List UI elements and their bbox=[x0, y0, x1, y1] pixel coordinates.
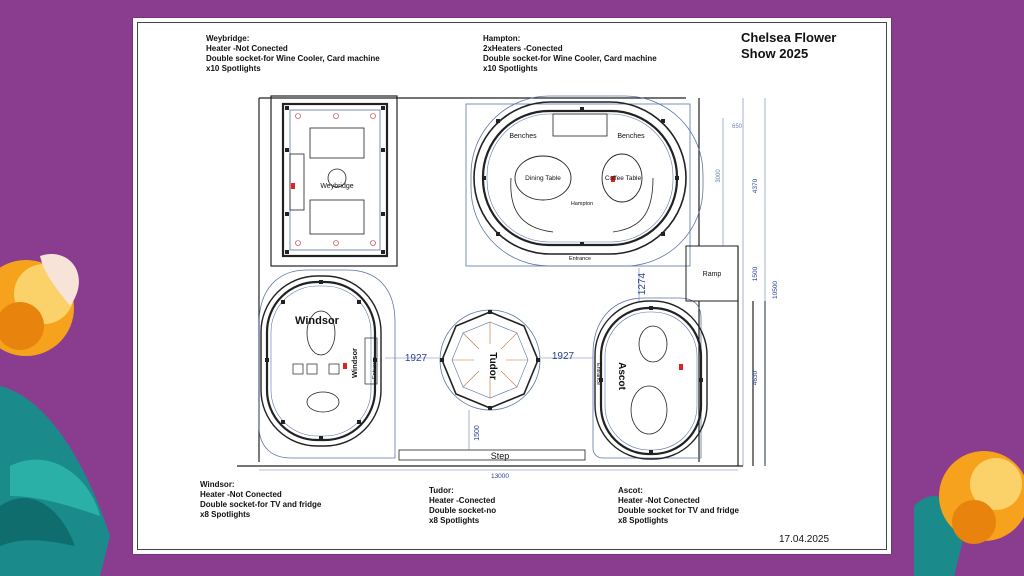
label-entrance-hampton: Entrance bbox=[568, 256, 592, 262]
note-line: x10 Spotlights bbox=[206, 64, 261, 73]
note-line: Double socket-no bbox=[429, 506, 497, 515]
flower-decoration-right bbox=[914, 426, 1024, 576]
label-entrance-ascot: Entrance bbox=[595, 362, 601, 386]
note-line: Double socket-for Wine Cooler, Card machine bbox=[206, 54, 380, 63]
label-step: Step bbox=[490, 451, 510, 461]
note-line: Ascot: bbox=[618, 486, 643, 495]
room-ascot bbox=[593, 298, 707, 459]
note-line: x8 Spotlights bbox=[200, 510, 251, 519]
dim-1500-right: 1500 bbox=[752, 266, 759, 282]
note-line: Tudor: bbox=[429, 486, 454, 495]
note-line: Heater -Conected bbox=[429, 496, 496, 505]
dim-4630: 4630 bbox=[752, 370, 759, 386]
note-line: Heater -Not Conected bbox=[206, 44, 288, 53]
ramp bbox=[686, 246, 738, 301]
room-windsor bbox=[259, 270, 395, 458]
note-line: Double socket for TV and fridge bbox=[618, 506, 739, 515]
room-tudor bbox=[440, 310, 540, 410]
dim-1927-left: 1927 bbox=[404, 353, 428, 364]
title-line-1: Chelsea Flower bbox=[741, 30, 837, 45]
room-weybridge bbox=[283, 104, 387, 256]
title-line-2: Show 2025 bbox=[741, 46, 809, 61]
note-line: x8 Spotlights bbox=[429, 516, 480, 525]
floor-plan-sheet bbox=[133, 18, 891, 554]
label-coffee-table: Coffee Table bbox=[604, 175, 642, 182]
room-hampton bbox=[466, 96, 703, 266]
note-line: 2xHeaters -Conected bbox=[483, 44, 563, 53]
room-label-tudor: Tudor bbox=[487, 352, 498, 380]
room-label-windsor-side: Windsor bbox=[350, 348, 359, 378]
note-line: Double socket-for TV and fridge bbox=[200, 500, 322, 509]
room-label-hampton: Hampton bbox=[570, 201, 594, 207]
drawing-date: 17.04.2025 bbox=[779, 534, 830, 545]
dim-650: 650 bbox=[731, 124, 743, 130]
room-label-windsor: Windsor bbox=[295, 315, 339, 327]
dim-1927-right: 1927 bbox=[551, 351, 575, 362]
floor-plan bbox=[133, 18, 891, 554]
note-line: Heater -Not Conected bbox=[618, 496, 700, 505]
label-benches-right: Benches bbox=[617, 133, 645, 140]
note-line: Heater -Not Conected bbox=[200, 490, 282, 499]
step bbox=[399, 450, 585, 461]
room-label-weybridge: Weybridge bbox=[320, 183, 354, 190]
dim-4370: 4370 bbox=[752, 178, 759, 194]
note-line: x10 Spotlights bbox=[483, 64, 538, 73]
dim-3000: 3000 bbox=[716, 169, 722, 183]
note-line: Hampton: bbox=[483, 34, 521, 43]
label-ramp: Ramp bbox=[702, 271, 722, 278]
dim-13000: 13000 bbox=[490, 473, 510, 480]
dim-10500: 10500 bbox=[772, 280, 779, 300]
note-line: Weybridge: bbox=[206, 34, 250, 43]
dim-1500: 1500 bbox=[474, 425, 481, 441]
note-line: x8 Spotlights bbox=[618, 516, 669, 525]
dim-1274: 1274 bbox=[637, 272, 648, 296]
note-line: Windsor: bbox=[200, 480, 235, 489]
flower-decoration-left bbox=[0, 246, 135, 576]
label-entrance-windsor: Entrance bbox=[372, 356, 378, 380]
label-dining-table: Dining Table bbox=[525, 175, 561, 182]
label-benches-left: Benches bbox=[509, 133, 537, 140]
room-label-ascot: Ascot bbox=[616, 362, 627, 390]
note-line: Double socket-for Wine Cooler, Card machine bbox=[483, 54, 657, 63]
